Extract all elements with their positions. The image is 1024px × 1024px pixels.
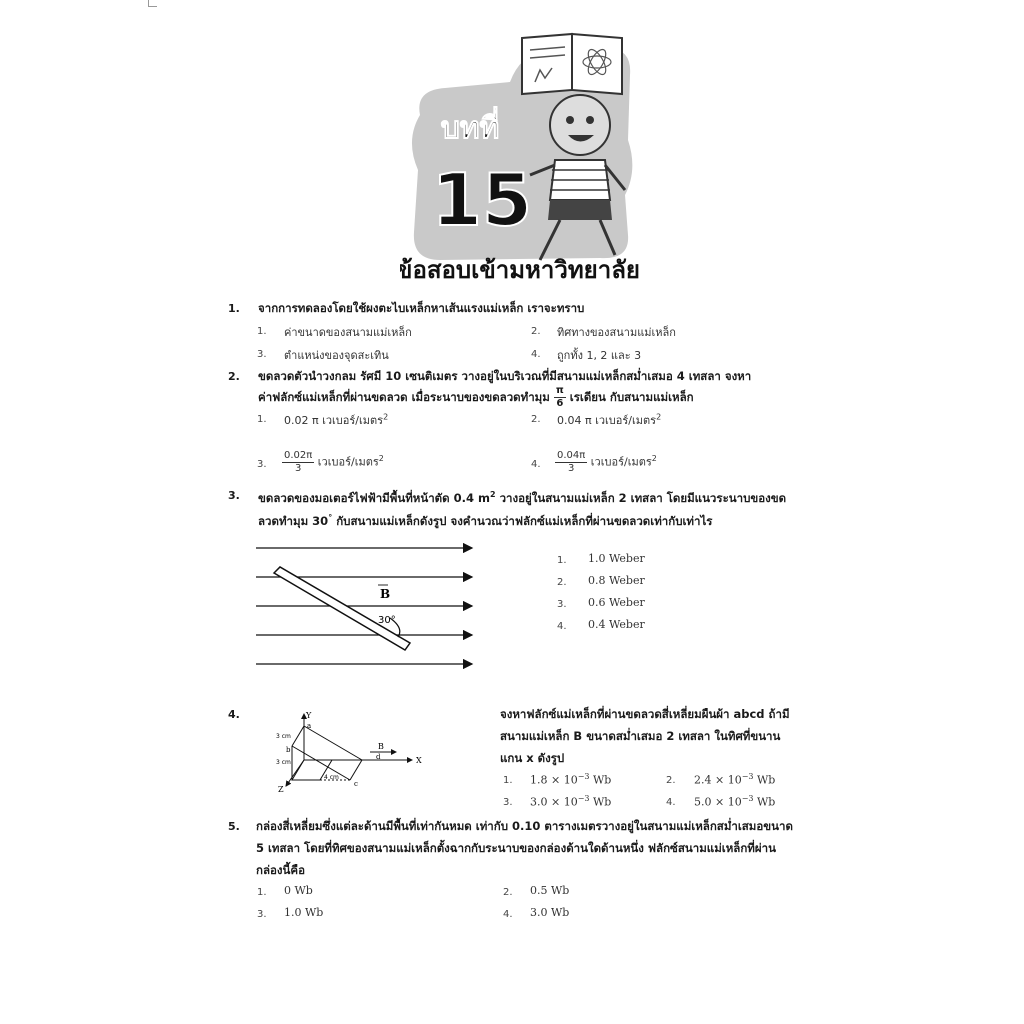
option-number: 4. — [503, 909, 513, 920]
option-text: $1.8 \times 10^{-3}$ Wb — [530, 772, 612, 787]
option-text: 0.02 π เวเบอร์/เมตร$^2$ — [284, 412, 389, 427]
chapter-word: บทที่ — [440, 111, 500, 146]
z-axis-label: Z — [278, 785, 284, 794]
fraction-denominator: 6 — [556, 398, 564, 409]
option-text: $5.0 \times 10^{-3}$ Wb — [694, 794, 776, 809]
dimension-label: 4 cm — [324, 774, 339, 781]
option-number: 1. — [257, 414, 267, 425]
option-text: 1.0 Wb — [284, 906, 324, 919]
question-number: 2. — [228, 370, 240, 383]
x-axis-label: X — [416, 756, 422, 765]
question-text: 5 เทสลา โดยที่ทิศของสนามแม่เหล็กตั้งฉากกับระนาบของกล่องด้านใดด้านหนึ่ง ฟลักซ์สนามแม่เหล็กที่ผ่าน — [256, 841, 776, 855]
question-number: 1. — [228, 302, 240, 315]
option-number: 4. — [531, 459, 541, 470]
question-text: ขดลวดของมอเตอร์ไฟฟ้ามีพื้นที่หน้าตัด 0.4 $m^2$ วางอยู่ในสนามแม่เหล็ก 2 เทสลา โดยมีแนวระนาบของขด — [258, 490, 787, 505]
question-text: ค่าฟลักซ์แม่เหล็กที่ผ่านขดลวด เมื่อระนาบของขดลวดทำมุม — [258, 390, 550, 404]
corner-a-label: a — [307, 722, 312, 730]
option-number: 3. — [557, 599, 567, 610]
question-text: จากการทดลองโดยใช้ผงตะไบเหล็กหาเส้นแรงแม่เหล็ก เราจะทราบ — [258, 301, 585, 315]
question-text: กล่องนี้คือ — [256, 863, 305, 877]
option-text: 0.5 Wb — [530, 884, 570, 897]
option-text: $2.4 \times 10^{-3}$ Wb — [694, 772, 776, 787]
fraction-numerator: π — [555, 385, 564, 396]
option-text: ค่าขนาดของสนามแม่เหล็ก — [284, 326, 412, 339]
chapter-subtitle: ข้อสอบเข้ามหาวิทยาลัย — [400, 256, 640, 284]
option-number: 2. — [531, 414, 541, 425]
option-number: 3. — [257, 459, 267, 470]
field-label: B — [378, 742, 384, 751]
book-icon — [522, 34, 622, 94]
option-number: 3. — [257, 349, 267, 360]
dimension-label: 3 cm — [276, 733, 291, 740]
corner-c-label: c — [354, 780, 358, 788]
angle-label: 30° — [378, 615, 396, 626]
option-text: 0 Wb — [284, 884, 313, 897]
option-number: 4. — [666, 797, 676, 808]
option-number: 4. — [531, 349, 541, 360]
question-number: 5. — [228, 820, 240, 833]
rectangle-coil-3d-diagram — [272, 708, 432, 798]
field-label: B — [380, 587, 391, 601]
question-text: กล่องสี่เหลี่ยมซึ่งแต่ละด้านมีพื้นที่เท่ากันหมด เท่ากับ 0.10 ตารางเมตรวางอยู่ในสนามแม่เหล็กสม่ำเสมอขนาด — [256, 819, 793, 833]
option-number: 2. — [503, 887, 513, 898]
question-text: แกน x ดังรูป — [500, 751, 565, 765]
option-text: $\frac{0.04\pi}{3}$ เวเบอร์/เมตร$^2$ — [557, 450, 657, 474]
box-outline — [292, 726, 362, 780]
question-text: เรเดียน กับสนามแม่เหล็ก — [569, 390, 694, 404]
question-text: ขดลวดตัวนำวงกลม รัศมี 10 เซนติเมตร วางอยู่ในบริเวณที่มีสนามแม่เหล็กสม่ำเสมอ 4 เทสลา จงหา — [258, 369, 752, 383]
chapter-illustration — [400, 20, 640, 290]
field-coil-diagram — [250, 538, 480, 673]
option-number: 3. — [257, 909, 267, 920]
chapter-number: 15 — [431, 158, 533, 242]
option-number: 1. — [557, 555, 567, 566]
question-number: 4. — [228, 708, 240, 721]
option-number: 4. — [557, 621, 567, 632]
corner-d-label: d — [376, 753, 381, 761]
question-text: จงหาฟลักซ์แม่เหล็กที่ผ่านขดลวดสี่เหลี่ยมผืนผ้า abcd ถ้ามี — [500, 707, 790, 721]
crop-mark — [148, 0, 157, 7]
option-text: 1.0 Weber — [588, 552, 645, 565]
option-number: 2. — [666, 775, 676, 786]
question-text-line2 — [258, 385, 694, 410]
fraction-pi-over-6 — [554, 385, 566, 410]
question-number: 3. — [228, 489, 240, 502]
option-number: 2. — [557, 577, 567, 588]
y-axis-label: Y — [306, 711, 312, 720]
option-text: $3.0 \times 10^{-3}$ Wb — [530, 794, 612, 809]
question-text: สนามแม่เหล็ก B ขนาดสม่ำเสมอ 2 เทสลา ในทิศที่ขนาน — [500, 729, 781, 743]
option-number: 1. — [257, 887, 267, 898]
corner-b-label: b — [286, 746, 291, 754]
option-number: 1. — [503, 775, 513, 786]
option-text: 0.6 Weber — [588, 596, 645, 609]
option-number: 2. — [531, 326, 541, 337]
option-text: 0.4 Weber — [588, 618, 645, 631]
option-text: 0.8 Weber — [588, 574, 645, 587]
chapter-header — [400, 20, 640, 290]
option-text: ถูกทั้ง 1, 2 และ 3 — [557, 349, 642, 362]
coil-plate — [274, 567, 410, 650]
option-text: $\frac{0.02\pi}{3}$ เวเบอร์/เมตร$^2$ — [284, 450, 384, 474]
option-text: 3.0 Wb — [530, 906, 570, 919]
option-text: ทิศทางของสนามแม่เหล็ก — [557, 326, 676, 339]
dimension-label: 3 cm — [276, 759, 291, 766]
option-number: 1. — [257, 326, 267, 337]
option-number: 3. — [503, 797, 513, 808]
question-text: ลวดทำมุม 30° กับสนามแม่เหล็กดังรูป จงคำนวณว่าฟลักซ์แม่เหล็กที่ผ่านขดลวดเท่ากับเท่าไร — [258, 513, 713, 528]
option-text: ตำแหน่งของจุดสะเทิน — [284, 349, 389, 362]
option-text: 0.04 π เวเบอร์/เมตร$^2$ — [557, 412, 662, 427]
field-lines — [256, 548, 472, 664]
